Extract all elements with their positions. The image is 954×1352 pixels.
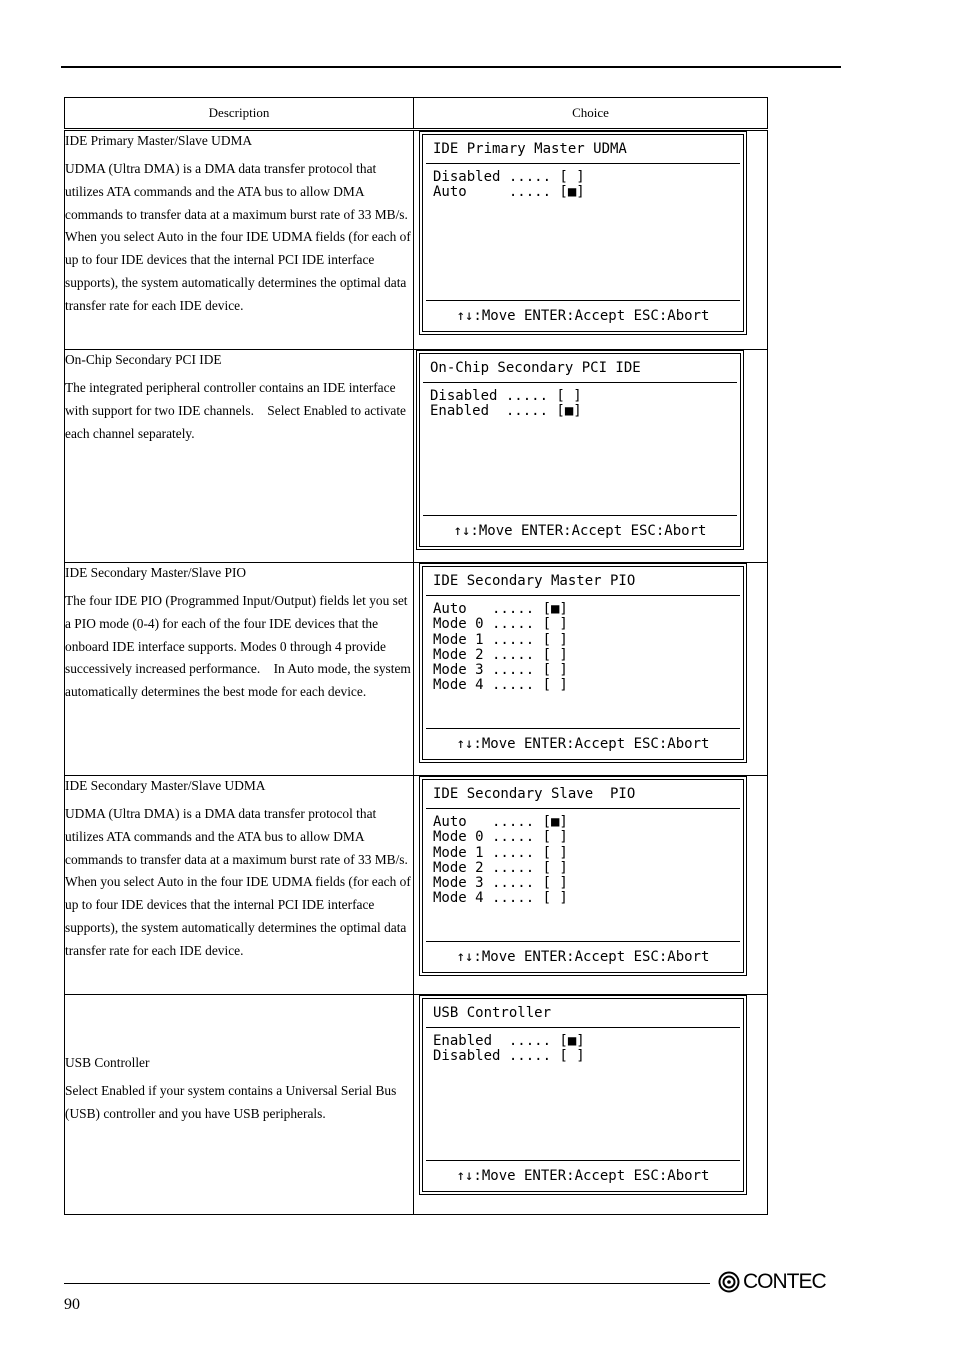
description-cell [65,776,422,995]
setting-description: UDMA (Ultra DMA) is a DMA data transfer protocol that utilizes ATA commands and the ATA bus to allow DMA commands to transfer data at a maximum burst rate of 33 MB/s. When you select Auto in the four IDE UDMA fields (for each of up to four IDE devices that the internal PCI IDE interface supports), the system automatically determines the optimal data transfer rate for each IDE device. [65,806,422,958]
setting-title: IDE Secondary Master/Slave UDMA [65,778,266,793]
contec-logo-icon [718,1271,740,1293]
setting-description: The four IDE PIO (Programmed Input/Output) fields let you set a PIO mode (0-4) for each of the four IDE devices that the onboard IDE interface supports. Modes 0 through 4 provide successively increased performance. In Auto mode, the system automatically determines the best mode for each device. [65,593,411,700]
bios-dialog [416,350,744,550]
description-cell [65,995,414,1215]
setting-title: IDE Primary Master/Slave UDMA [65,133,253,148]
setting-description: The integrated peripheral controller contains an IDE interface with support for two IDE channels. Select Enabled to activate each channel separately. [65,380,406,441]
logo-text: CONTEC [743,1270,826,1293]
choice-cell [414,995,768,1215]
bios-dialog [419,776,747,976]
table-row [65,130,768,350]
choice-cell [414,563,768,776]
bios-dialog-title: IDE Secondary Slave PIO [426,780,740,809]
bios-option-list[interactable]: Enabled ..... [■] Disabled ..... [ ] [433,1033,585,1065]
bios-dialog-title: IDE Primary Master UDMA [426,135,740,164]
bios-dialog [419,563,747,763]
bios-key-help: ↑↓:Move ENTER:Accept ESC:Abort [426,1160,740,1191]
bios-option-list[interactable]: Disabled ..... [ ] Enabled ..... [■] [430,388,582,420]
bios-dialog-title: IDE Secondary Master PIO [426,567,740,596]
description-cell [65,563,414,776]
table-row [65,563,768,776]
bios-dialog-title: On-Chip Secondary PCI IDE [423,354,737,383]
choice-cell [414,350,768,563]
top-rule [61,66,841,68]
description-cell [65,130,422,350]
bios-dialog-title: USB Controller [426,999,740,1028]
setting-title: On-Chip Secondary PCI IDE [65,352,222,367]
table-row [65,776,768,995]
table-header-row [65,98,768,130]
bios-key-help: ↑↓:Move ENTER:Accept ESC:Abort [426,941,740,972]
setting-description: UDMA (Ultra DMA) is a DMA data transfer protocol that utilizes ATA commands and the ATA bus to allow DMA commands to transfer data at a maximum burst rate of 33 MB/s. When you select Auto in the four IDE UDMA fields (for each of up to four IDE devices that the internal PCI IDE interface supports), the system automatically determines the optimal data transfer rate for each IDE device. [65,161,422,313]
choice-cell [414,130,768,350]
setting-title: USB Controller [65,1055,150,1070]
description-cell [65,350,414,563]
settings-table [64,97,768,1215]
bios-dialog [419,131,747,335]
bios-key-help: ↑↓:Move ENTER:Accept ESC:Abort [426,728,740,759]
header-choice: Choice [414,98,768,130]
bios-key-help: ↑↓:Move ENTER:Accept ESC:Abort [426,300,740,331]
bottom-rule [64,1283,710,1284]
setting-description: Select Enabled if your system contains a Universal Serial Bus (USB) controller and you have USB peripherals. [65,1083,397,1121]
bios-option-list[interactable]: Disabled ..... [ ] Auto ..... [■] [433,169,585,201]
bios-key-help: ↑↓:Move ENTER:Accept ESC:Abort [423,515,737,546]
table-row [65,350,768,563]
header-description: Description [65,98,414,130]
setting-title: IDE Secondary Master/Slave PIO [65,565,247,580]
bios-dialog [419,995,747,1195]
contec-logo [718,1268,826,1296]
bios-option-list[interactable]: Auto ..... [■] Mode 0 ..... [ ] Mode 1 ..... [ ] Mode 2 ..... [ ] Mode 3 ..... [ ] Mode 4 ..... [ ] [433,814,568,907]
choice-cell [414,776,768,995]
table-row [65,995,768,1215]
bios-option-list[interactable]: Auto ..... [■] Mode 0 ..... [ ] Mode 1 ..... [ ] Mode 2 ..... [ ] Mode 3 ..... [ ] Mode 4 ..... [ ] [433,601,568,694]
page-number: 90 [64,1296,80,1313]
